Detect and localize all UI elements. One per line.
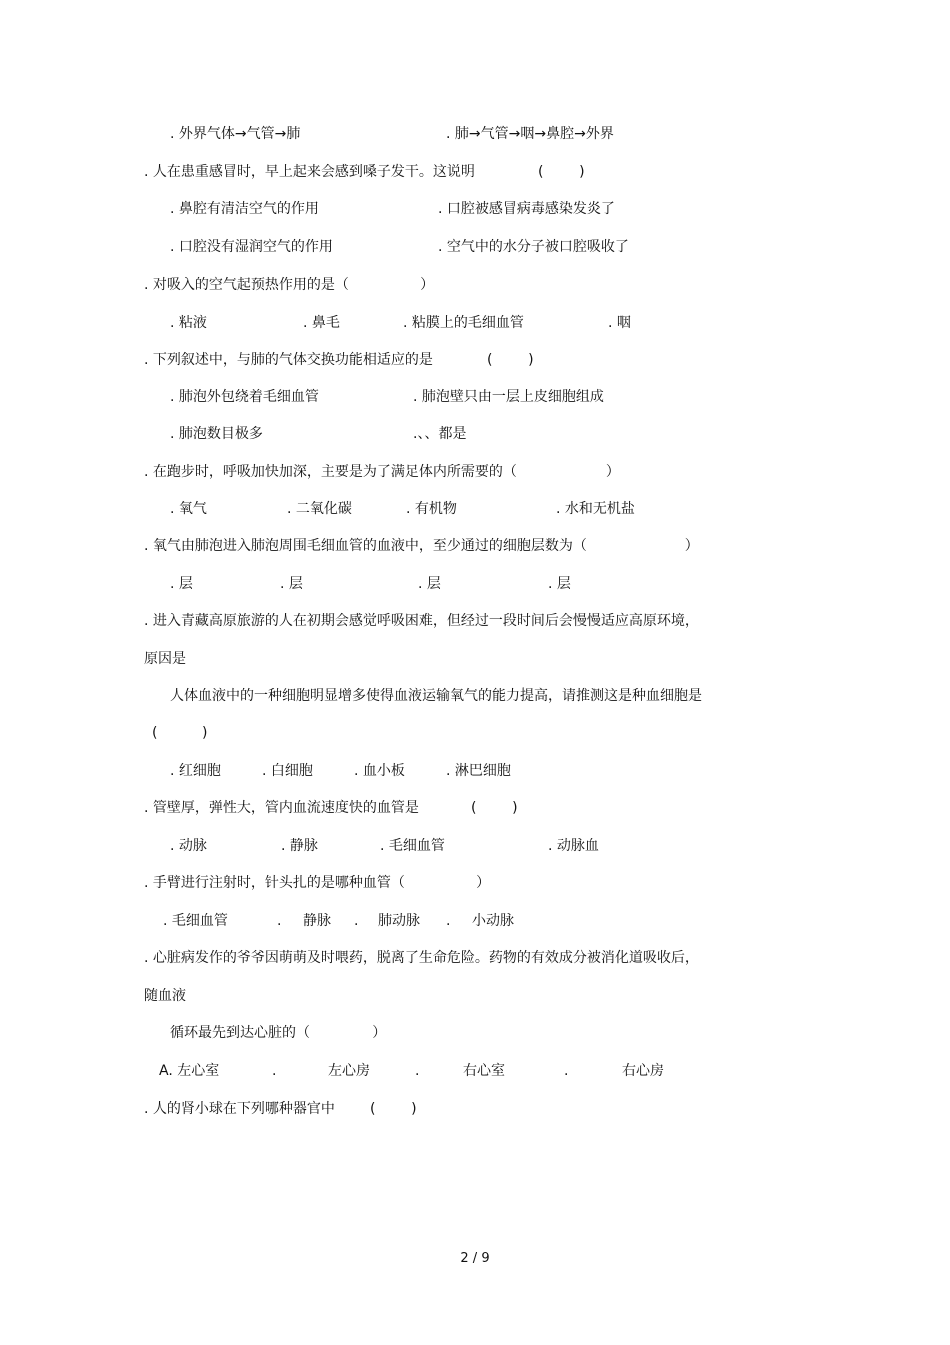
q2-option-d: . 空气中的水分子被口腔吸收了: [438, 239, 629, 255]
q10-option-b: 左心房: [328, 1063, 370, 1079]
q2-stem: . 人在患重感冒时，早上起来会感到嗓子发干。这说明: [144, 164, 475, 180]
q7-stem-line2: 原因是: [144, 651, 186, 667]
q11-paren: ( ): [370, 1101, 417, 1117]
q7-stem-line1: . 进入青藏高原旅游的人在初期会感觉呼吸困难，但经过一段时间后会慢慢适应高原环境，: [144, 613, 699, 629]
q3-option-c: . 粘膜上的毛细血管: [403, 315, 524, 331]
q10-option-d: 右心房: [622, 1063, 664, 1079]
q4-option-a: . 肺泡外包绕着毛细血管: [170, 389, 319, 405]
q8-stem: . 管壁厚，弹性大，管内血流速度快的血管是: [144, 800, 419, 816]
q7-option-c: . 血小板: [354, 763, 405, 779]
q1-option-c: . 外界气体→气管→肺: [170, 126, 301, 142]
q2-option-b: . 口腔被感冒病毒感染发炎了: [438, 201, 615, 217]
q9-option-c-marker: .: [354, 913, 359, 929]
q6-option-a: . 层: [170, 576, 193, 592]
q10-option-c-marker: .: [415, 1063, 420, 1079]
q3-option-a: . 粘液: [170, 315, 207, 331]
q10-stem-line2: 随血液: [144, 988, 186, 1004]
q1-option-d: . 肺→气管→咽→鼻腔→外界: [446, 126, 614, 142]
q5-option-a: . 氧气: [170, 501, 207, 517]
q11-stem: . 人的肾小球在下列哪种器官中: [144, 1101, 335, 1117]
q2-option-c: . 口腔没有湿润空气的作用: [170, 239, 333, 255]
q5-option-b: . 二氧化碳: [287, 501, 352, 517]
q9-option-a: . 毛细血管: [163, 913, 228, 929]
q10-option-b-marker: .: [272, 1063, 277, 1079]
q7-paren: ( ): [152, 725, 208, 741]
q9-option-b-marker: .: [277, 913, 282, 929]
q2-option-a: . 鼻腔有清洁空气的作用: [170, 201, 319, 217]
q10-stem-line3: 循环最先到达心脏的（ ）: [170, 1025, 387, 1041]
q7-option-a: . 红细胞: [170, 763, 221, 779]
q6-option-c: . 层: [418, 576, 441, 592]
q4-stem: . 下列叙述中，与肺的气体交换功能相适应的是: [144, 352, 433, 368]
q9-option-d: 小动脉: [472, 913, 514, 929]
q8-paren: ( ): [471, 800, 518, 816]
q7-stem-line3: 人体血液中的一种细胞明显增多使得血液运输氧气的能力提高，请推测这是种血细胞是: [170, 688, 702, 704]
q8-option-d: . 动脉血: [548, 838, 599, 854]
q6-option-b: . 层: [280, 576, 303, 592]
q6-stem: . 氧气由肺泡进入肺泡周围毛细血管的血液中，至少通过的细胞层数为（ ）: [144, 538, 699, 554]
q4-option-b: . 肺泡壁只由一层上皮细胞组成: [413, 389, 604, 405]
q9-option-d-marker: .: [446, 913, 451, 929]
q8-option-c: . 毛细血管: [380, 838, 445, 854]
q4-option-c: . 肺泡数目极多: [170, 426, 263, 442]
q5-stem: . 在跑步时，呼吸加快加深，主要是为了满足体内所需要的（ ）: [144, 464, 620, 480]
q5-option-d: . 水和无机盐: [556, 501, 635, 517]
page-number: 2 / 9: [460, 1251, 490, 1266]
q10-option-a: A. 左心室: [159, 1063, 220, 1079]
q10-stem-line1: . 心脏病发作的爷爷因萌萌及时喂药，脱离了生命危险。药物的有效成分被消化道吸收后，: [144, 950, 699, 966]
q9-stem: . 手臂进行注射时，针头扎的是哪种血管（ ）: [144, 875, 491, 891]
q3-option-b: . 鼻毛: [303, 315, 340, 331]
q10-option-c: 右心室: [463, 1063, 505, 1079]
q5-option-c: . 有机物: [406, 501, 457, 517]
q8-option-b: . 静脉: [281, 838, 318, 854]
q3-option-d: . 咽: [608, 315, 631, 331]
q10-option-d-marker: .: [564, 1063, 569, 1079]
q7-option-d: . 淋巴细胞: [446, 763, 511, 779]
q3-stem: . 对吸入的空气起预热作用的是（ ）: [144, 277, 435, 293]
q9-option-c: 肺动脉: [378, 913, 420, 929]
q8-option-a: . 动脉: [170, 838, 207, 854]
q7-option-b: . 白细胞: [262, 763, 313, 779]
q2-paren: ( ): [538, 164, 585, 180]
q6-option-d: . 层: [548, 576, 571, 592]
q4-paren: ( ): [487, 352, 534, 368]
q4-option-d: .、、都是: [413, 426, 467, 442]
q9-option-b: 静脉: [303, 913, 331, 929]
